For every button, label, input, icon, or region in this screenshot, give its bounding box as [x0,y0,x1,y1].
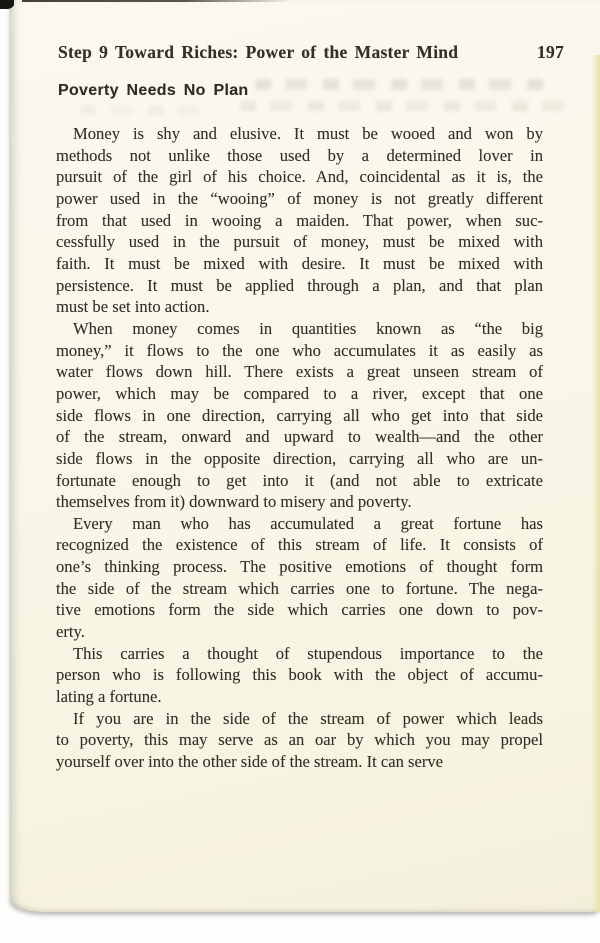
text-line: person who is following this book with the object of accumu- [56,665,543,685]
book-page [10,0,600,912]
scan-top-edge-line [22,0,292,2]
text-line: themselves from it) downward to misery and poverty. [56,492,412,512]
text-line: When money comes in quantities known as “the big [73,318,543,338]
text-line: must be set into action. [56,297,210,317]
text-line: one’s thinking process. The positive emotions of thought form [56,557,543,577]
text-line: If you are in the side of the stream of power which leads [73,708,543,728]
text-line: to poverty, this may serve as an oar by which you may propel [56,730,543,750]
text-line: power used in the “wooing” of money is not greatly different [56,188,543,208]
text-line: pursuit of the girl of his choice. And, coincidental as it is, the [56,167,543,187]
text-line: side flows in the opposite direction, carrying all who are un- [56,448,543,468]
text-line: erty. [56,622,85,642]
text-line: water flows down hill. There exists a great unseen stream of [56,362,543,382]
show-through-ghost-text [255,79,555,90]
text-line: from that used in wooing a maiden. That power, when suc- [56,210,543,230]
text-line: methods not unlike those used by a determined lover in [56,145,543,165]
running-header [58,42,564,63]
text-line: Money is shy and elusive. It must be wooed and won by [73,124,543,143]
text-line: power, which may be compared to a river, except that one [56,383,543,403]
text-line: recognized the existence of this stream of life. It consists of [56,535,543,555]
page-number: 197 [537,42,564,62]
show-through-ghost-text [80,106,200,115]
text-line: fortunate enough to get into it (and not able to extricate [56,470,543,490]
chapter-title: Step 9 Toward Riches: Power of the Master Mind [58,42,459,62]
text-line: of the stream, onward and upward to wealth—and the other [56,427,543,447]
text-line: cessfully used in the pursuit of money, must be mixed with [56,232,543,252]
text-line: money,” it flows to the one who accumulates it as easily as [56,340,543,360]
text-line: tive emotions form the side which carries one down to pov- [56,600,543,620]
text-line: Every man who has accumulated a great fortune has [73,513,543,533]
text-line: faith. It must be mixed with desire. It must be mixed with [56,253,543,273]
body-text [56,123,543,773]
show-through-ghost-text [240,101,570,111]
text-line: lating a fortune. [56,687,162,707]
text-line: This carries a thought of stupendous importance to the [73,643,543,663]
text-line: the side of the stream which carries one to fortune. The nega- [56,578,543,598]
section-heading: Poverty Needs No Plan [58,82,249,99]
page-right-edge-shading [591,55,600,912]
text-line: yourself over into the other side of the stream. It can serve [56,752,444,772]
text-line: side flows in one direction, carrying all who get into that side [56,405,543,425]
text-line: persistence. It must be applied through a plan, and that plan [56,275,543,295]
